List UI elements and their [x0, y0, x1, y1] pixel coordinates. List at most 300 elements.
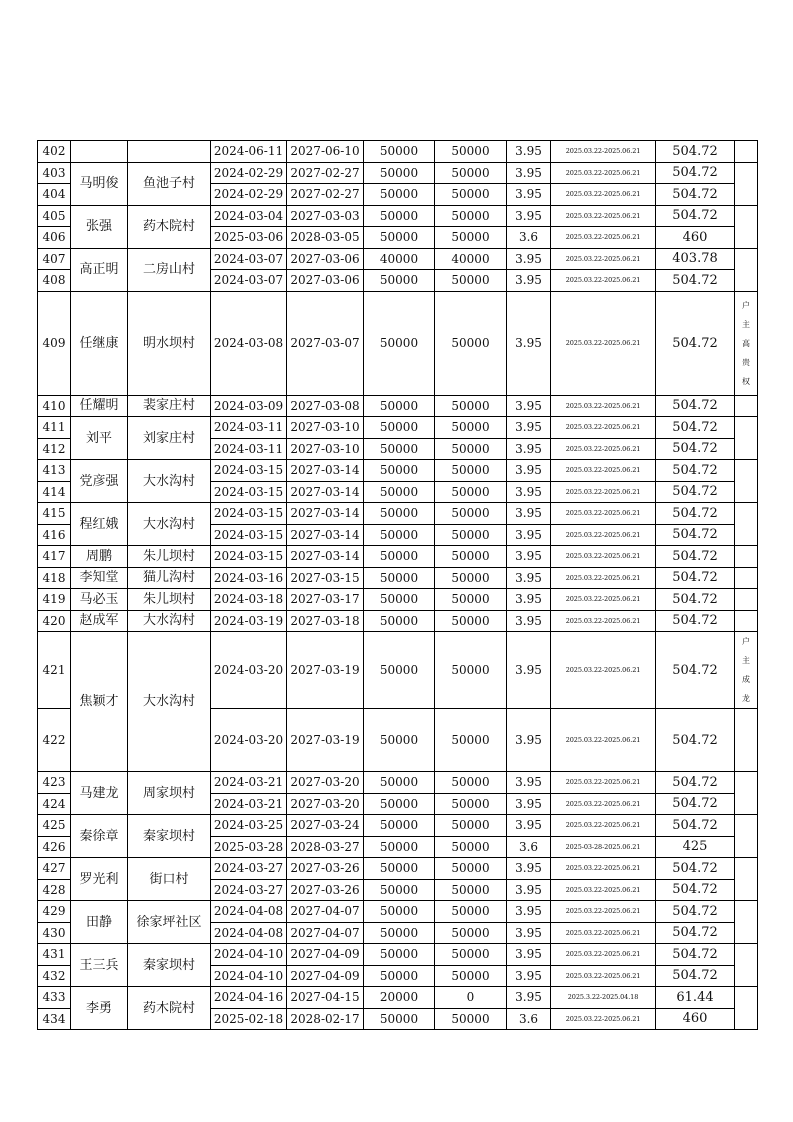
loan-amount: 50000 [364, 460, 435, 482]
interest-period: 2025.03.22-2025.06.21 [551, 815, 656, 837]
interest-period: 2025.03.22-2025.06.21 [551, 162, 656, 184]
interest-amount: 504.72 [656, 632, 735, 709]
interest-amount: 504.72 [656, 709, 735, 772]
borrower-name [71, 141, 128, 163]
borrower-name: 秦徐章 [71, 815, 128, 858]
interest-rate: 3.95 [507, 567, 551, 589]
loan-amount: 50000 [364, 141, 435, 163]
table-row [38, 417, 758, 439]
loan-end-date: 2027-03-14 [287, 503, 364, 525]
borrower-name: 马明俊 [71, 162, 128, 205]
loan-balance: 50000 [435, 610, 507, 632]
table-row [38, 546, 758, 568]
row-number: 407 [38, 248, 71, 270]
village-name: 二房山村 [128, 248, 211, 291]
interest-amount: 504.72 [656, 922, 735, 944]
loan-amount: 50000 [364, 567, 435, 589]
loan-amount: 50000 [364, 610, 435, 632]
loan-start-date: 2024-03-20 [211, 632, 287, 709]
interest-rate: 3.95 [507, 879, 551, 901]
loan-amount: 50000 [364, 879, 435, 901]
village-name: 猫儿沟村 [128, 567, 211, 589]
interest-period: 2025.03.22-2025.06.21 [551, 589, 656, 611]
village-name: 大水沟村 [128, 503, 211, 546]
row-number: 410 [38, 395, 71, 417]
row-number: 423 [38, 772, 71, 794]
loan-balance: 50000 [435, 1008, 507, 1030]
loan-start-date: 2024-03-15 [211, 481, 287, 503]
loan-balance: 50000 [435, 184, 507, 206]
loan-end-date: 2027-04-07 [287, 922, 364, 944]
interest-rate: 3.95 [507, 481, 551, 503]
loan-balance: 50000 [435, 944, 507, 966]
interest-rate: 3.95 [507, 184, 551, 206]
borrower-name: 张强 [71, 205, 128, 248]
interest-period: 2025.03.22-2025.06.21 [551, 901, 656, 923]
loan-balance: 50000 [435, 524, 507, 546]
loan-balance: 50000 [435, 503, 507, 525]
loan-balance: 50000 [435, 922, 507, 944]
interest-period: 2025.03.22-2025.06.21 [551, 1008, 656, 1030]
loan-start-date: 2024-06-11 [211, 141, 287, 163]
loan-start-date: 2025-03-28 [211, 836, 287, 858]
interest-rate: 3.95 [507, 503, 551, 525]
loan-balance: 40000 [435, 248, 507, 270]
row-number: 412 [38, 438, 71, 460]
loan-end-date: 2027-03-03 [287, 205, 364, 227]
interest-period: 2025.03.22-2025.06.21 [551, 965, 656, 987]
interest-rate: 3.95 [507, 162, 551, 184]
interest-period: 2025.03.22-2025.06.21 [551, 205, 656, 227]
interest-period: 2025.03.22-2025.06.21 [551, 922, 656, 944]
interest-rate: 3.95 [507, 438, 551, 460]
borrower-name: 罗光利 [71, 858, 128, 901]
loan-start-date: 2024-03-18 [211, 589, 287, 611]
loan-start-date: 2024-03-15 [211, 524, 287, 546]
remark [735, 546, 758, 568]
loan-balance: 50000 [435, 858, 507, 880]
interest-amount: 504.72 [656, 546, 735, 568]
borrower-name: 马建龙 [71, 772, 128, 815]
interest-rate: 3.95 [507, 858, 551, 880]
table-row [38, 567, 758, 589]
row-number: 414 [38, 481, 71, 503]
loan-start-date: 2024-04-10 [211, 944, 287, 966]
loan-end-date: 2028-03-27 [287, 836, 364, 858]
village-name: 明水坝村 [128, 291, 211, 395]
row-number: 403 [38, 162, 71, 184]
row-number: 426 [38, 836, 71, 858]
borrower-name: 李勇 [71, 987, 128, 1030]
interest-rate: 3.95 [507, 709, 551, 772]
table-row [38, 141, 758, 163]
interest-rate: 3.95 [507, 270, 551, 292]
table-row [38, 610, 758, 632]
loan-end-date: 2028-02-17 [287, 1008, 364, 1030]
interest-period: 2025.03.22-2025.06.21 [551, 248, 656, 270]
loan-balance: 50000 [435, 836, 507, 858]
interest-rate: 3.95 [507, 460, 551, 482]
loan-interest-table [37, 140, 758, 1030]
remark [735, 901, 758, 944]
loan-start-date: 2024-03-15 [211, 546, 287, 568]
loan-end-date: 2027-03-19 [287, 709, 364, 772]
interest-amount: 504.72 [656, 858, 735, 880]
loan-start-date: 2024-03-08 [211, 291, 287, 395]
borrower-name: 刘平 [71, 417, 128, 460]
loan-end-date: 2027-03-24 [287, 815, 364, 837]
interest-period: 2025.03.22-2025.06.21 [551, 460, 656, 482]
interest-rate: 3.95 [507, 793, 551, 815]
table-row [38, 815, 758, 837]
loan-balance: 50000 [435, 205, 507, 227]
interest-rate: 3.95 [507, 546, 551, 568]
interest-amount: 504.72 [656, 567, 735, 589]
interest-period: 2025.03.22-2025.06.21 [551, 879, 656, 901]
row-number: 424 [38, 793, 71, 815]
row-number: 416 [38, 524, 71, 546]
interest-amount: 504.72 [656, 162, 735, 184]
village-name: 大水沟村 [128, 460, 211, 503]
loan-end-date: 2027-03-14 [287, 546, 364, 568]
interest-rate: 3.95 [507, 944, 551, 966]
interest-amount: 504.72 [656, 481, 735, 503]
loan-start-date: 2024-03-25 [211, 815, 287, 837]
loan-end-date: 2027-04-09 [287, 965, 364, 987]
village-name: 刘家庄村 [128, 417, 211, 460]
loan-balance: 50000 [435, 417, 507, 439]
remark: 户 主 高 贵 权 [735, 291, 758, 395]
interest-amount: 403.78 [656, 248, 735, 270]
remark [735, 460, 758, 503]
remark [735, 503, 758, 546]
borrower-name: 马必玉 [71, 589, 128, 611]
row-number: 409 [38, 291, 71, 395]
loan-amount: 50000 [364, 815, 435, 837]
loan-amount: 50000 [364, 858, 435, 880]
row-number: 422 [38, 709, 71, 772]
interest-amount: 504.72 [656, 793, 735, 815]
interest-amount: 504.72 [656, 291, 735, 395]
interest-period: 2025.03.22-2025.06.21 [551, 184, 656, 206]
loan-end-date: 2027-03-14 [287, 524, 364, 546]
interest-period: 2025.03.22-2025.06.21 [551, 395, 656, 417]
loan-start-date: 2024-03-11 [211, 438, 287, 460]
loan-start-date: 2024-03-09 [211, 395, 287, 417]
table-row [38, 858, 758, 880]
interest-period: 2025.03.22-2025.06.21 [551, 141, 656, 163]
interest-rate: 3.6 [507, 836, 551, 858]
row-number: 418 [38, 567, 71, 589]
borrower-name: 任耀明 [71, 395, 128, 417]
loan-amount: 50000 [364, 901, 435, 923]
borrower-name: 焦颖才 [71, 632, 128, 772]
interest-amount: 504.72 [656, 901, 735, 923]
village-name: 朱儿坝村 [128, 546, 211, 568]
loan-amount: 50000 [364, 205, 435, 227]
loan-end-date: 2027-04-15 [287, 987, 364, 1009]
loan-balance: 50000 [435, 270, 507, 292]
loan-start-date: 2024-03-21 [211, 772, 287, 794]
loan-start-date: 2024-03-27 [211, 879, 287, 901]
village-name: 秦家坝村 [128, 815, 211, 858]
interest-amount: 504.72 [656, 589, 735, 611]
loan-balance: 50000 [435, 460, 507, 482]
loan-start-date: 2024-04-10 [211, 965, 287, 987]
loan-start-date: 2024-03-19 [211, 610, 287, 632]
remark [735, 395, 758, 417]
interest-amount: 460 [656, 227, 735, 249]
loan-end-date: 2027-03-14 [287, 481, 364, 503]
remark [735, 610, 758, 632]
loan-end-date: 2027-03-06 [287, 270, 364, 292]
loan-start-date: 2025-02-18 [211, 1008, 287, 1030]
interest-period: 2025.03.22-2025.06.21 [551, 524, 656, 546]
interest-period: 2025.03.22-2025.06.21 [551, 417, 656, 439]
row-number: 432 [38, 965, 71, 987]
interest-amount: 504.72 [656, 184, 735, 206]
interest-amount: 504.72 [656, 395, 735, 417]
interest-period: 2025.03.22-2025.06.21 [551, 438, 656, 460]
interest-rate: 3.6 [507, 1008, 551, 1030]
table-row [38, 291, 758, 395]
interest-rate: 3.95 [507, 901, 551, 923]
village-name: 裴家庄村 [128, 395, 211, 417]
table-row [38, 901, 758, 923]
table-row [38, 205, 758, 227]
loan-balance: 50000 [435, 395, 507, 417]
interest-rate: 3.95 [507, 417, 551, 439]
loan-end-date: 2027-03-17 [287, 589, 364, 611]
village-name: 大水沟村 [128, 632, 211, 772]
village-name: 徐家坪社区 [128, 901, 211, 944]
remark [735, 417, 758, 460]
loan-end-date: 2027-04-07 [287, 901, 364, 923]
row-number: 417 [38, 546, 71, 568]
loan-amount: 40000 [364, 248, 435, 270]
interest-amount: 504.72 [656, 815, 735, 837]
interest-rate: 3.6 [507, 227, 551, 249]
row-number: 411 [38, 417, 71, 439]
loan-start-date: 2024-03-07 [211, 270, 287, 292]
row-number: 433 [38, 987, 71, 1009]
loan-balance: 50000 [435, 291, 507, 395]
row-number: 427 [38, 858, 71, 880]
loan-start-date: 2024-03-16 [211, 567, 287, 589]
loan-end-date: 2027-03-06 [287, 248, 364, 270]
loan-amount: 50000 [364, 632, 435, 709]
loan-balance: 50000 [435, 879, 507, 901]
loan-start-date: 2024-04-08 [211, 922, 287, 944]
table-row [38, 987, 758, 1009]
village-name: 药木院村 [128, 987, 211, 1030]
interest-amount: 504.72 [656, 524, 735, 546]
loan-end-date: 2027-03-19 [287, 632, 364, 709]
borrower-name: 高正明 [71, 248, 128, 291]
loan-balance: 50000 [435, 965, 507, 987]
remark [735, 162, 758, 205]
row-number: 413 [38, 460, 71, 482]
village-name: 鱼池子村 [128, 162, 211, 205]
loan-start-date: 2024-03-21 [211, 793, 287, 815]
interest-period: 2025.03.22-2025.06.21 [551, 944, 656, 966]
loan-start-date: 2024-03-27 [211, 858, 287, 880]
loan-balance: 50000 [435, 793, 507, 815]
interest-amount: 504.72 [656, 270, 735, 292]
village-name: 街口村 [128, 858, 211, 901]
interest-rate: 3.95 [507, 141, 551, 163]
interest-period: 2025.03.22-2025.06.21 [551, 772, 656, 794]
table-row [38, 503, 758, 525]
loan-balance: 50000 [435, 589, 507, 611]
loan-amount: 50000 [364, 395, 435, 417]
loan-amount: 50000 [364, 270, 435, 292]
loan-balance: 50000 [435, 481, 507, 503]
loan-amount: 50000 [364, 589, 435, 611]
interest-rate: 3.95 [507, 772, 551, 794]
loan-amount: 50000 [364, 944, 435, 966]
interest-amount: 425 [656, 836, 735, 858]
row-number: 419 [38, 589, 71, 611]
interest-period: 2025-03-28-2025.06.21 [551, 836, 656, 858]
loan-amount: 50000 [364, 503, 435, 525]
interest-rate: 3.95 [507, 395, 551, 417]
loan-end-date: 2027-03-10 [287, 417, 364, 439]
interest-amount: 504.72 [656, 438, 735, 460]
loan-start-date: 2024-03-11 [211, 417, 287, 439]
table-row [38, 162, 758, 184]
remark [735, 589, 758, 611]
row-number: 431 [38, 944, 71, 966]
interest-period: 2025.03.22-2025.06.21 [551, 227, 656, 249]
interest-rate: 3.95 [507, 205, 551, 227]
row-number: 415 [38, 503, 71, 525]
remark [735, 772, 758, 815]
interest-period: 2025.03.22-2025.06.21 [551, 709, 656, 772]
interest-amount: 504.72 [656, 965, 735, 987]
loan-balance: 50000 [435, 227, 507, 249]
interest-amount: 460 [656, 1008, 735, 1030]
loan-amount: 50000 [364, 481, 435, 503]
loan-balance: 50000 [435, 438, 507, 460]
loan-start-date: 2025-03-06 [211, 227, 287, 249]
interest-period: 2025.03.22-2025.06.21 [551, 793, 656, 815]
loan-start-date: 2024-04-16 [211, 987, 287, 1009]
borrower-name: 程红娥 [71, 503, 128, 546]
interest-period: 2025.03.22-2025.06.21 [551, 503, 656, 525]
loan-end-date: 2027-03-26 [287, 879, 364, 901]
loan-amount: 50000 [364, 965, 435, 987]
loan-start-date: 2024-02-29 [211, 162, 287, 184]
loan-end-date: 2027-02-27 [287, 184, 364, 206]
interest-period: 2025.03.22-2025.06.21 [551, 567, 656, 589]
interest-period: 2025.03.22-2025.06.21 [551, 610, 656, 632]
borrower-name: 李知堂 [71, 567, 128, 589]
village-name: 药木院村 [128, 205, 211, 248]
loan-amount: 50000 [364, 772, 435, 794]
borrower-name: 周鹏 [71, 546, 128, 568]
interest-amount: 61.44 [656, 987, 735, 1009]
loan-end-date: 2027-03-18 [287, 610, 364, 632]
loan-balance: 50000 [435, 162, 507, 184]
remark [735, 987, 758, 1030]
loan-end-date: 2027-03-26 [287, 858, 364, 880]
loan-end-date: 2027-03-14 [287, 460, 364, 482]
remark [735, 141, 758, 163]
loan-amount: 50000 [364, 546, 435, 568]
loan-balance: 50000 [435, 141, 507, 163]
row-number: 421 [38, 632, 71, 709]
row-number: 428 [38, 879, 71, 901]
interest-amount: 504.72 [656, 141, 735, 163]
loan-balance: 50000 [435, 815, 507, 837]
loan-start-date: 2024-03-15 [211, 460, 287, 482]
loan-end-date: 2027-03-20 [287, 772, 364, 794]
loan-start-date: 2024-03-20 [211, 709, 287, 772]
remark [735, 709, 758, 772]
loan-amount: 50000 [364, 162, 435, 184]
row-number: 406 [38, 227, 71, 249]
remark [735, 205, 758, 248]
loan-start-date: 2024-02-29 [211, 184, 287, 206]
remark [735, 567, 758, 589]
remark [735, 815, 758, 858]
interest-amount: 504.72 [656, 610, 735, 632]
loan-amount: 50000 [364, 227, 435, 249]
loan-balance: 50000 [435, 567, 507, 589]
loan-amount: 50000 [364, 524, 435, 546]
loan-balance: 50000 [435, 772, 507, 794]
borrower-name: 赵成军 [71, 610, 128, 632]
table-row [38, 395, 758, 417]
table-row [38, 772, 758, 794]
loan-amount: 50000 [364, 922, 435, 944]
interest-rate: 3.95 [507, 815, 551, 837]
table-row [38, 589, 758, 611]
interest-period: 2025.03.22-2025.06.21 [551, 632, 656, 709]
table-row [38, 944, 758, 966]
table-row [38, 632, 758, 709]
remark: 户 主 成 龙 [735, 632, 758, 709]
borrower-name: 党彦强 [71, 460, 128, 503]
interest-rate: 3.95 [507, 248, 551, 270]
row-number: 434 [38, 1008, 71, 1030]
row-number: 425 [38, 815, 71, 837]
interest-period: 2025.03.22-2025.06.21 [551, 481, 656, 503]
row-number: 402 [38, 141, 71, 163]
row-number: 429 [38, 901, 71, 923]
loan-end-date: 2027-04-09 [287, 944, 364, 966]
table-row [38, 248, 758, 270]
loan-end-date: 2027-06-10 [287, 141, 364, 163]
loan-balance: 0 [435, 987, 507, 1009]
borrower-name: 田静 [71, 901, 128, 944]
remark [735, 858, 758, 901]
remark [735, 248, 758, 291]
interest-amount: 504.72 [656, 205, 735, 227]
loan-amount: 50000 [364, 291, 435, 395]
loan-end-date: 2027-03-15 [287, 567, 364, 589]
loan-end-date: 2027-03-07 [287, 291, 364, 395]
loan-start-date: 2024-03-15 [211, 503, 287, 525]
village-name: 大水沟村 [128, 610, 211, 632]
interest-amount: 504.72 [656, 460, 735, 482]
loan-end-date: 2027-03-08 [287, 395, 364, 417]
loan-amount: 50000 [364, 1008, 435, 1030]
row-number: 404 [38, 184, 71, 206]
loan-end-date: 2027-02-27 [287, 162, 364, 184]
loan-start-date: 2024-03-04 [211, 205, 287, 227]
